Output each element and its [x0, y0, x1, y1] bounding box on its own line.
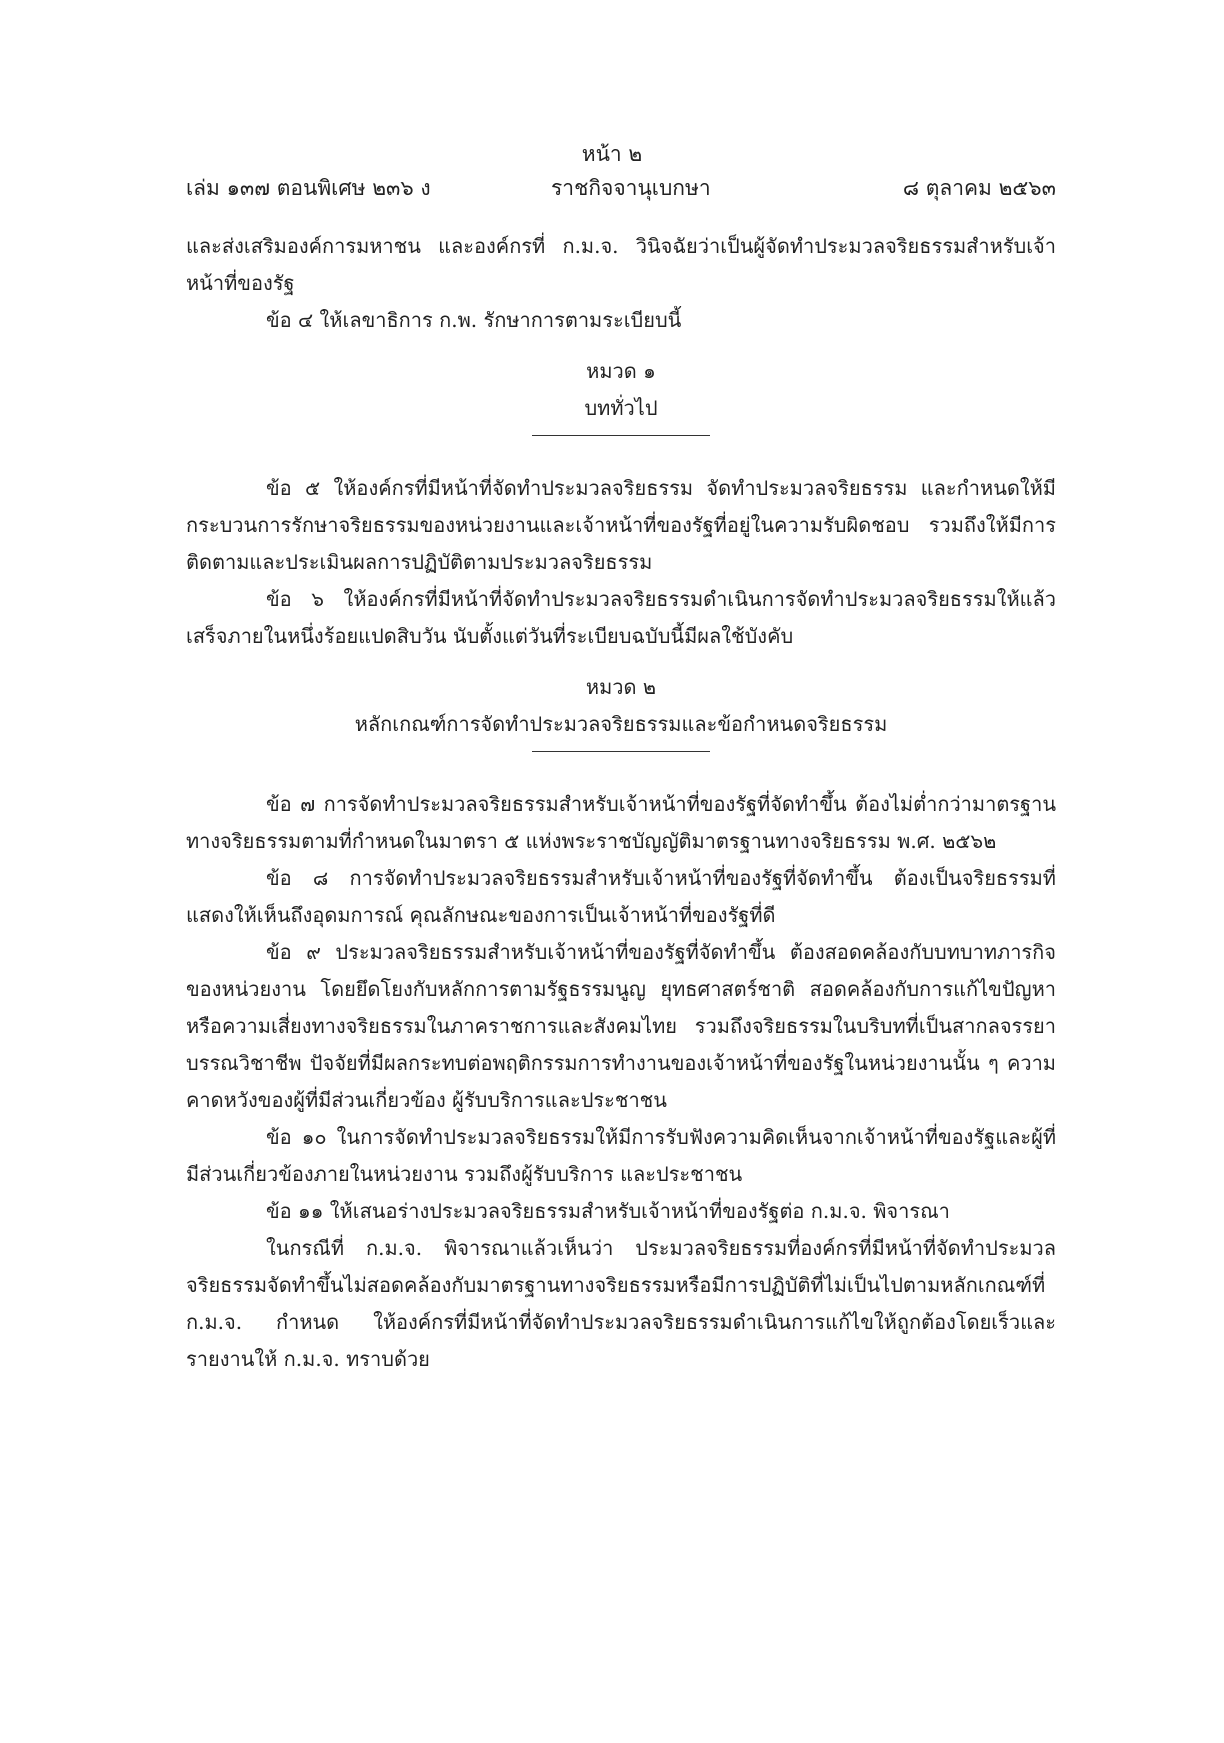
continued-paragraph: และส่งเสริมองค์การมหาชน และองค์กรที่ ก.ม.จ. วินิจฉัยว่าเป็นผู้จัดทำประมวลจริยธรรมสำหรับเจ้าหน้าที่ของรัฐ: [186, 234, 1056, 295]
clause-11-paragraph-2: ในกรณีที่ ก.ม.จ. พิจารณาแล้วเห็นว่า ประมวลจริยธรรมที่องค์กรที่มีหน้าที่จัดทำประมวลจริยธรรมจัดทำขึ้นไม่สอดคล้องกับมาตรฐานทางจริยธรรมหรือมีการปฏิบัติที่ไม่เป็นไปตามหลักเกณฑ์ที่ ก.ม.จ. กำหนด ให้องค์กรที่มีหน้าที่จัดทำประมวลจริยธรรมดำเนินการแก้ไขให้ถูกต้องโดยเร็วและรายงานให้ ก.ม.จ. ทราบด้วย: [186, 1236, 1056, 1371]
document-body: [186, 228, 1056, 1378]
clause-11: ข้อ ๑๑ ให้เสนอร่างประมวลจริยธรรมสำหรับเจ้าหน้าที่ของรัฐต่อ ก.ม.จ. พิจารณา: [266, 1199, 950, 1223]
clause-10: ข้อ ๑๐ ในการจัดทำประมวลจริยธรรมให้มีการรับฟังความคิดเห็นจากเจ้าหน้าที่ของรัฐและผู้ที่มีส่วนเกี่ยวข้องภายในหน่วยงาน รวมถึงผู้รับบริการ และประชาชน: [186, 1125, 1056, 1186]
clause-8: ข้อ ๘ การจัดทำประมวลจริยธรรมสำหรับเจ้าหน้าที่ของรัฐที่จัดทำขึ้น ต้องเป็นจริยธรรมที่แสดงให้เห็นถึงอุดมการณ์ คุณลักษณะของการเป็นเจ้าหน้าที่ของรัฐที่ดี: [186, 866, 1056, 927]
clause-5: ข้อ ๕ ให้องค์กรที่มีหน้าที่จัดทำประมวลจริยธรรม จัดทำประมวลจริยธรรม และกำหนดให้มีกระบวนการรักษาจริยธรรมของหน่วยงานและเจ้าหน้าที่ของรัฐที่อยู่ในความรับผิดชอบ รวมถึงให้มีการติดตามและประเมินผลการปฏิบัติตามประมวลจริยธรรม: [186, 476, 1056, 574]
publication-date: ๘ ตุลาคม ๒๕๖๓: [902, 176, 1056, 200]
page-number: หน้า ๒: [581, 142, 643, 166]
gazette-name: ราชกิจจานุเบกษา: [551, 176, 711, 200]
chapter-1-divider: [532, 435, 710, 436]
volume-issue: เล่ม ๑๓๗ ตอนพิเศษ ๒๓๖ ง: [186, 176, 431, 200]
clause-9: ข้อ ๙ ประมวลจริยธรรมสำหรับเจ้าหน้าที่ของรัฐที่จัดทำขึ้น ต้องสอดคล้องกับบทบาทภารกิจของหน่วยงาน โดยยึดโยงกับหลักการตามรัฐธรรมนูญ ยุทธศาสตร์ชาติ สอดคล้องกับการแก้ไขปัญหาหรือความเสี่ยงทางจริยธรรมในภาคราชการและสังคมไทย รวมถึงจริยธรรมในบริบทที่เป็นสากลจรรยาบรรณวิชาชีพ ปัจจัยที่มีผลกระทบต่อพฤติกรรมการทำงานของเจ้าหน้าที่ของรัฐในหน่วยงานนั้น ๆ ความคาดหวังของผู้ที่มีส่วนเกี่ยวข้อง ผู้รับบริการและประชาชน: [186, 940, 1056, 1112]
clause-4: ข้อ ๔ ให้เลขาธิการ ก.พ. รักษาการตามระเบียบนี้: [266, 308, 682, 332]
chapter-1-title: บททั่วไป: [584, 396, 658, 420]
clause-6: ข้อ ๖ ให้องค์กรที่มีหน้าที่จัดทำประมวลจริยธรรมดำเนินการจัดทำประมวลจริยธรรมให้แล้วเสร็จภายในหนึ่งร้อยแปดสิบวัน นับตั้งแต่วันที่ระเบียบฉบับนี้มีผลใช้บังคับ: [186, 587, 1056, 648]
chapter-2-title: หลักเกณฑ์การจัดทำประมวลจริยธรรมและข้อกำหนดจริยธรรม: [354, 712, 888, 736]
clause-7: ข้อ ๗ การจัดทำประมวลจริยธรรมสำหรับเจ้าหน้าที่ของรัฐที่จัดทำขึ้น ต้องไม่ต่ำกว่ามาตรฐานทางจริยธรรมตามที่กำหนดในมาตรา ๕ แห่งพระราชบัญญัติมาตรฐานทางจริยธรรม พ.ศ. ๒๕๖๒: [186, 792, 1056, 853]
chapter-2-heading: หมวด ๒: [585, 675, 657, 699]
chapter-2-divider: [532, 751, 710, 752]
chapter-1-heading: หมวด ๑: [586, 359, 656, 383]
gazette-header: [186, 172, 1056, 202]
